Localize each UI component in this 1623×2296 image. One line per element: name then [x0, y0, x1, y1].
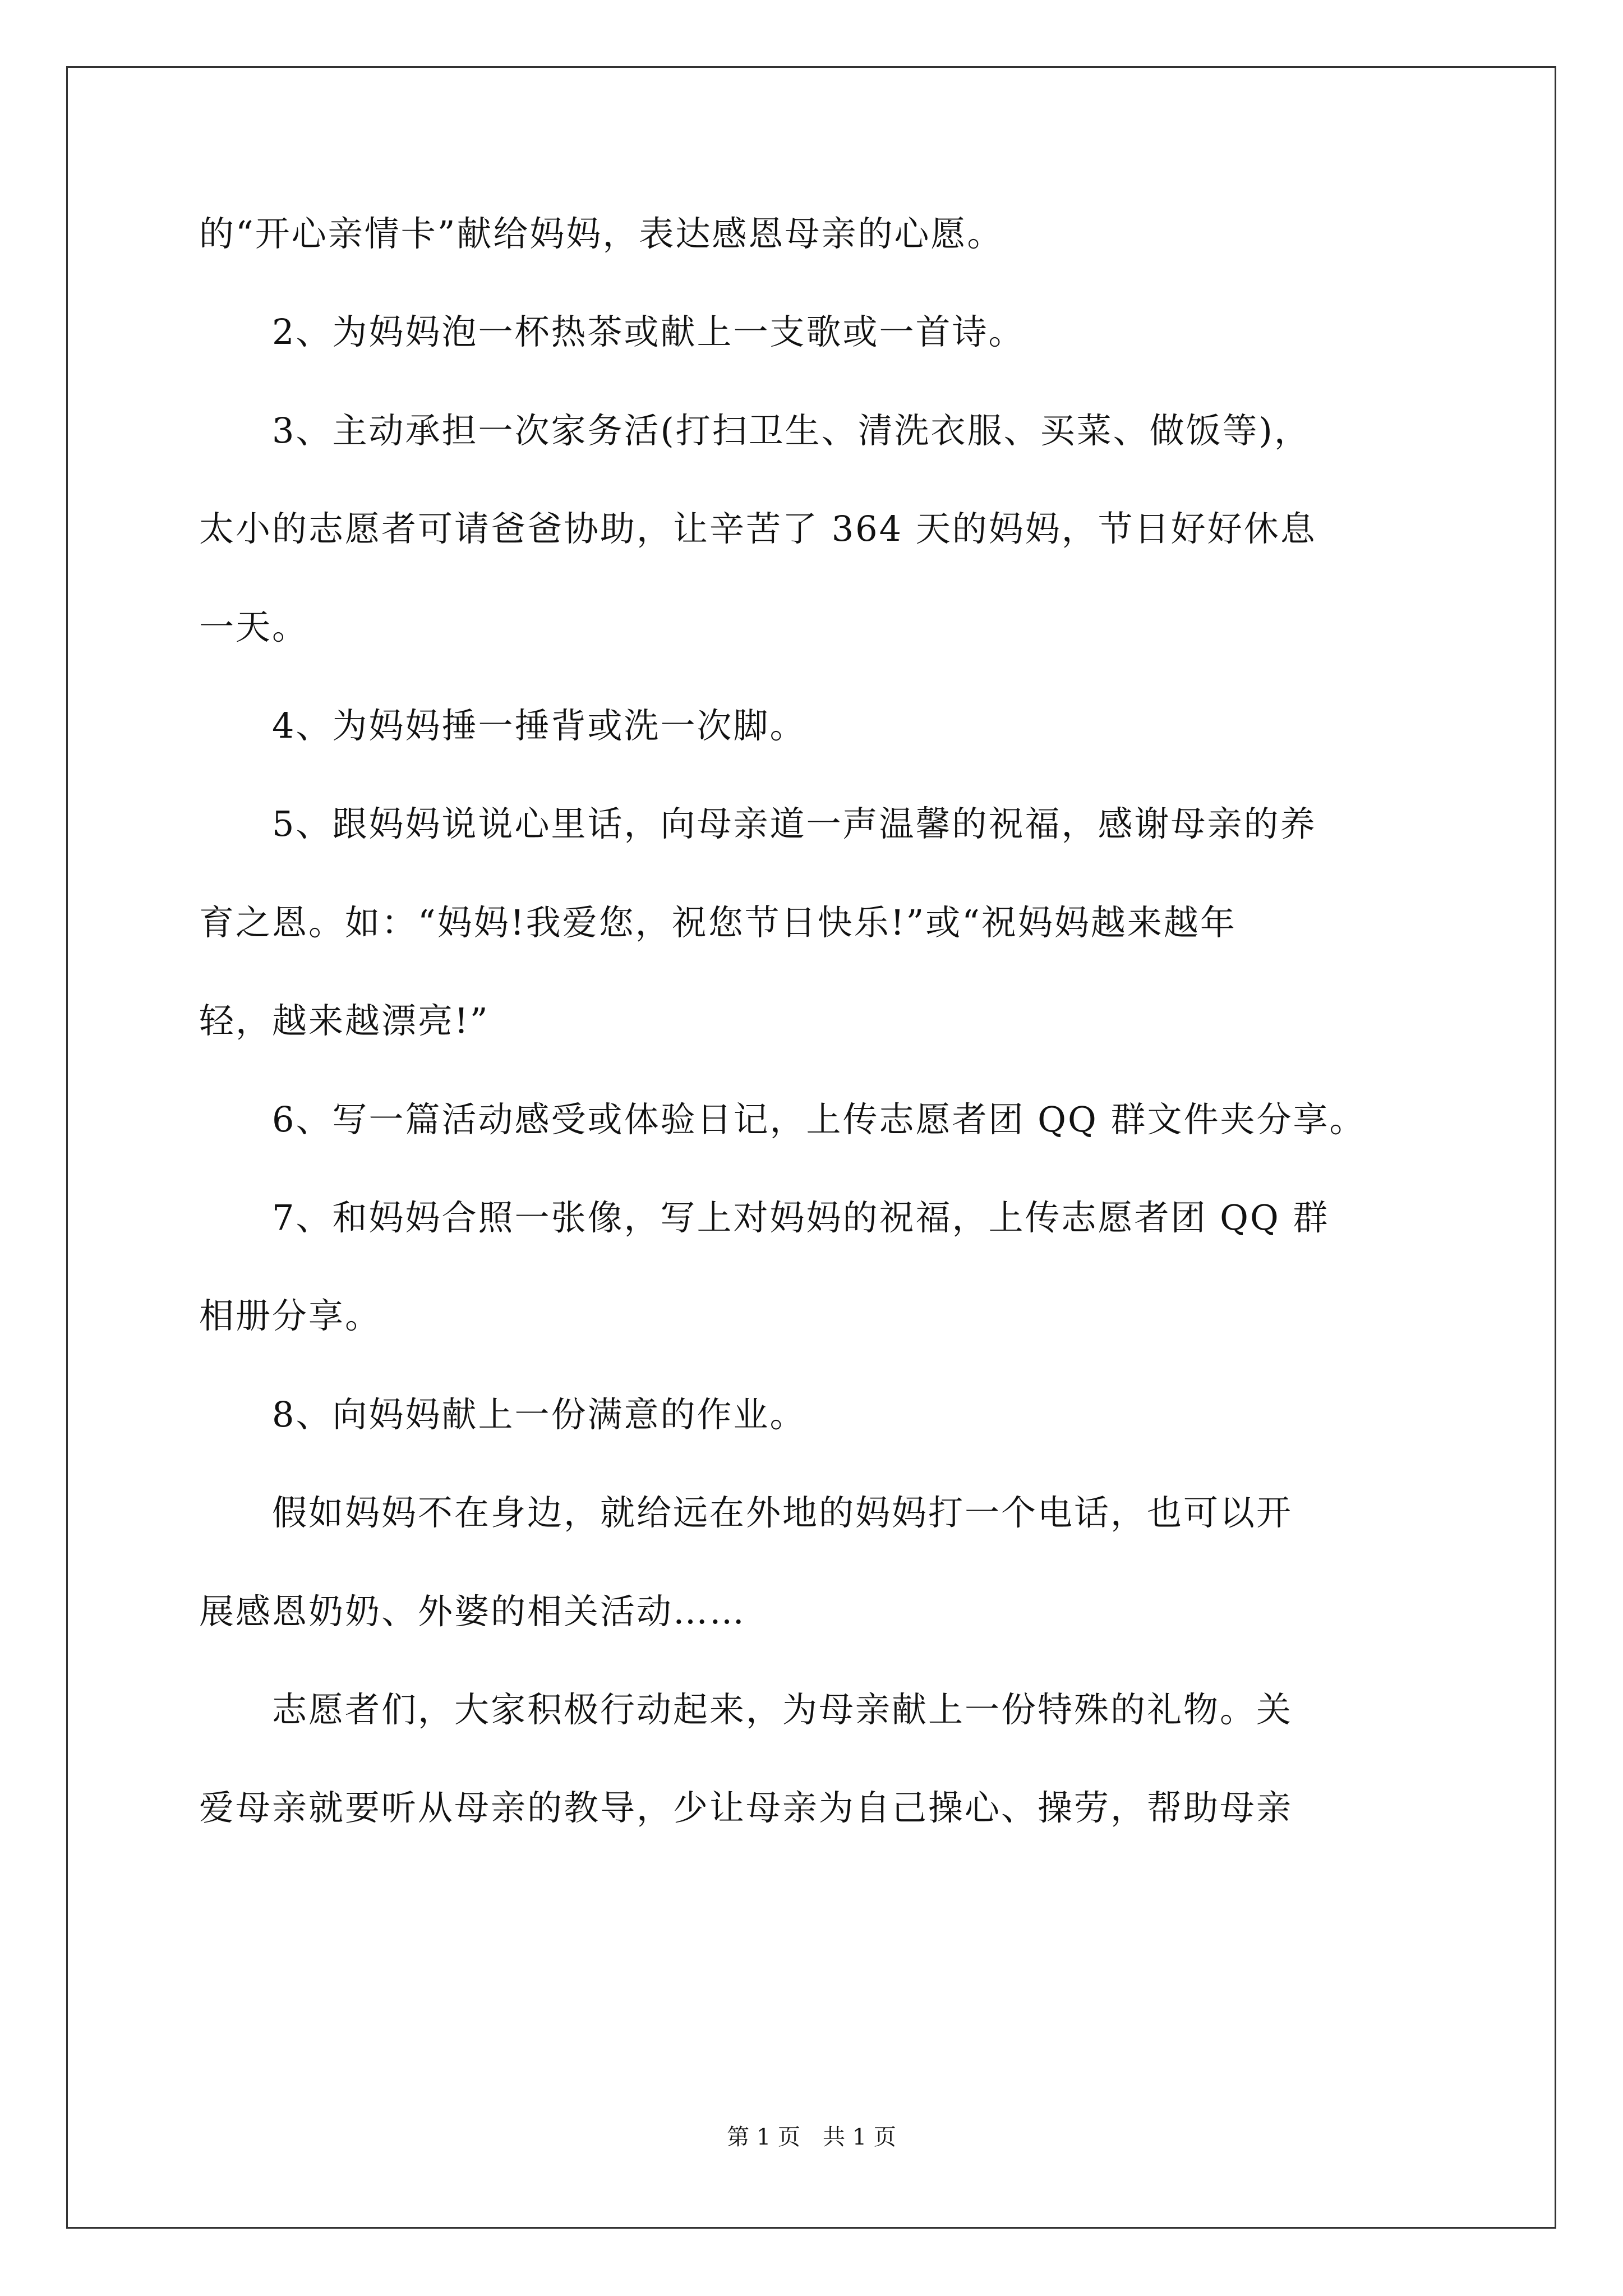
text-line: 的“开心亲情卡”献给妈妈，表达感恩母亲的心愿。 — [199, 213, 1004, 254]
text-line: 志愿者们，大家积极行动起来，为母亲献上一份特殊的礼物。关 — [199, 1689, 1293, 1730]
text-line: 3、主动承担一次家务活(打扫卫生、清洗衣服、买菜、做饭等)， — [199, 410, 1311, 451]
document-body — [199, 209, 1438, 1833]
text-line: 爱母亲就要听从母亲的教导，少让母亲为自己操心、操劳，帮助母亲 — [199, 1787, 1293, 1828]
text-line: 育之恩。如：“妈妈!我爱您，祝您节日快乐!”或“祝妈妈越来越年 — [199, 902, 1237, 943]
text-line: 7、和妈妈合照一张像，写上对妈妈的祝福，上传志愿者团 QQ 群 — [199, 1197, 1330, 1238]
text-line: 假如妈妈不在身边，就给远在外地的妈妈打一个电话，也可以开 — [199, 1492, 1293, 1533]
text-line: 2、为妈妈泡一杯热茶或献上一支歌或一首诗。 — [199, 311, 1025, 352]
text-line: 轻，越来越漂亮!” — [199, 1000, 490, 1041]
text-line: 5、跟妈妈说说心里话，向母亲道一声温馨的祝福，感谢母亲的养 — [199, 803, 1317, 844]
text-line: 8、向妈妈献上一份满意的作业。 — [199, 1394, 806, 1435]
text-line: 相册分享。 — [199, 1295, 382, 1336]
text-line: 6、写一篇活动感受或体验日记，上传志愿者团 QQ 群文件夹分享。 — [199, 1099, 1366, 1140]
text-line: 太小的志愿者可请爸爸协助，让辛苦了 364 天的妈妈，节日好好休息 — [199, 508, 1317, 549]
text-line: 4、为妈妈捶一捶背或洗一次脚。 — [199, 705, 806, 746]
page-number-footer: 第 1 页 共 1 页 — [727, 2124, 896, 2150]
text-line: 一天。 — [199, 606, 309, 647]
text-line: 展感恩奶奶、外婆的相关活动…… — [199, 1591, 746, 1632]
